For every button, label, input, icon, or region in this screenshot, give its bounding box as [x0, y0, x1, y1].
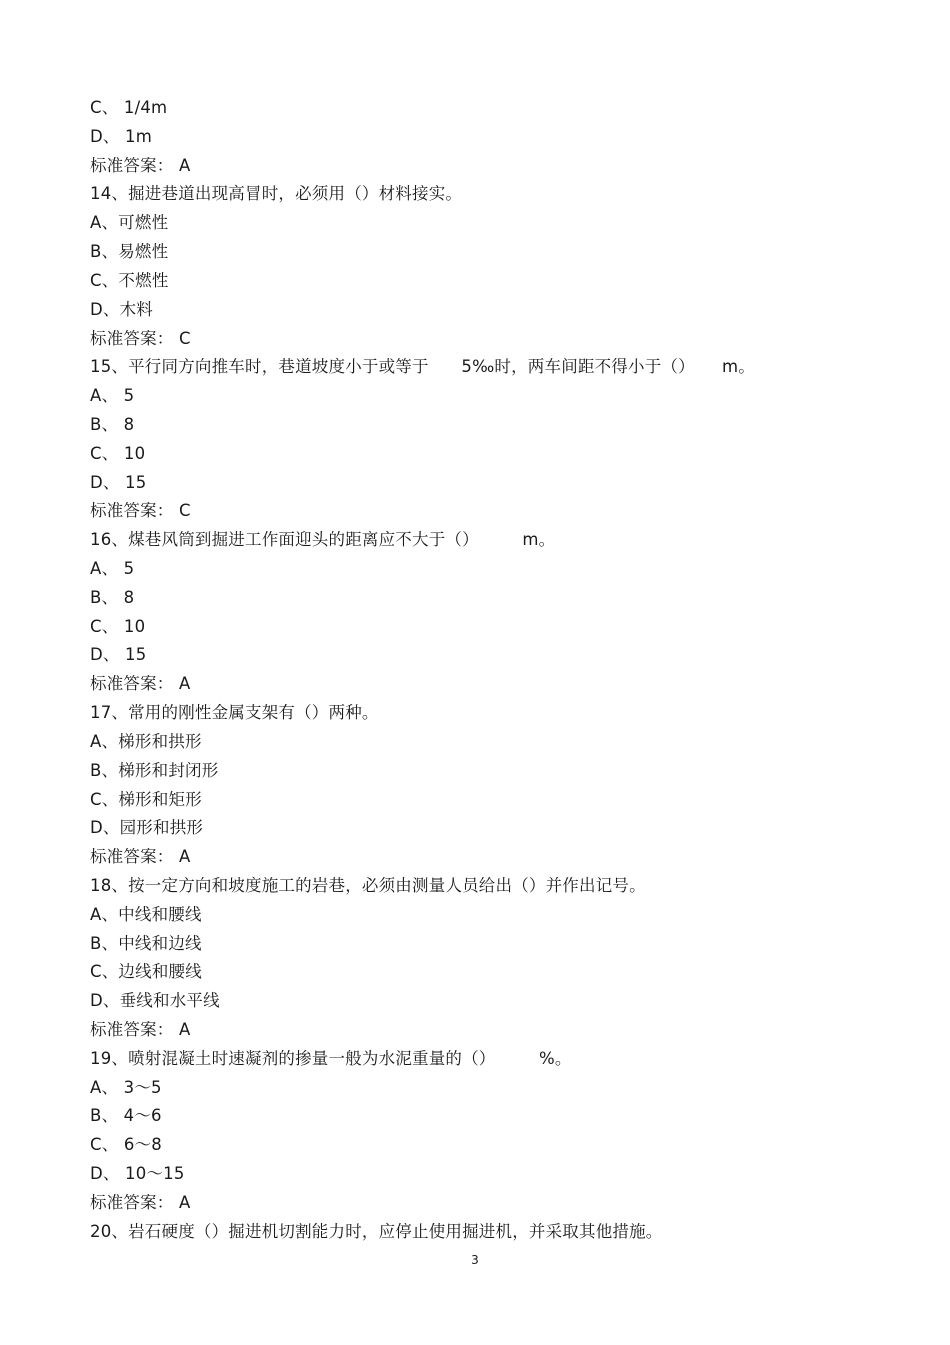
question-15: 15、平行同方向推车时，巷道坡度小于或等于 5‰时，两车间距不得小于（） m。 [90, 357, 755, 377]
option-line: B、易燃性 [90, 242, 169, 262]
answer-line: 标准答案： A [90, 674, 191, 694]
option-line: C、 6～8 [90, 1135, 162, 1155]
option-line: B、中线和边线 [90, 933, 202, 953]
option-line: D、园形和拱形 [90, 818, 204, 838]
option-line: A、 5 [90, 559, 135, 578]
option-line: C、梯形和矩形 [90, 789, 202, 809]
question-19: 19、喷射混凝土时速凝剂的掺量一般为水泥重量的（） %。 [90, 1048, 572, 1068]
option-line: D、木料 [90, 299, 154, 319]
question-18: 18、按一定方向和坡度施工的岩巷，必须由测量人员给出（）并作出记号。 [90, 875, 646, 895]
option-line: A、梯形和拱形 [90, 731, 202, 751]
option-line: B、 8 [90, 587, 135, 607]
answer-line: 标准答案： A [90, 1192, 191, 1212]
answer-line: 标准答案： A [90, 1020, 191, 1039]
option-line: A、可燃性 [90, 213, 169, 233]
page-number: 3 [471, 1253, 479, 1267]
option-line: A、 3～5 [90, 1077, 162, 1097]
answer-line: 标准答案： C [90, 328, 191, 348]
document-body [90, 94, 870, 1247]
option-line: C、 10 [90, 443, 146, 463]
answer-line: 标准答案： C [90, 501, 191, 521]
question-16: 16、煤巷风筒到掘进工作面迎头的距离应不大于（） m。 [90, 530, 556, 550]
option-line: B、梯形和封闭形 [90, 760, 219, 780]
option-line: D、 15 [90, 472, 147, 492]
option-line: D、 10～15 [90, 1164, 185, 1184]
answer-line: 标准答案： A [90, 847, 191, 867]
option-line: D、垂线和水平线 [90, 991, 220, 1011]
option-line: B、 8 [90, 414, 135, 434]
answer-line: 标准答案： A [90, 155, 191, 175]
option-line: D、 15 [90, 645, 147, 665]
option-line: C、 10 [90, 616, 146, 636]
option-line: A、 5 [90, 386, 135, 406]
option-line: B、 4～6 [90, 1106, 162, 1126]
option-line: C、边线和腰线 [90, 962, 202, 982]
option-line: C、不燃性 [90, 270, 169, 290]
question-14: 14、掘进巷道出现高冒时，必须用（）材料接实。 [90, 184, 463, 204]
option-line: D、 1m [90, 126, 153, 146]
option-line: C、 1/4m [90, 98, 168, 117]
option-line: A、中线和腰线 [90, 904, 202, 924]
question-17: 17、常用的刚性金属支架有（）两种。 [90, 703, 379, 723]
question-20: 20、岩石硬度（）掘进机切割能力时，应停止使用掘进机，并采取其他措施。 [90, 1221, 663, 1241]
